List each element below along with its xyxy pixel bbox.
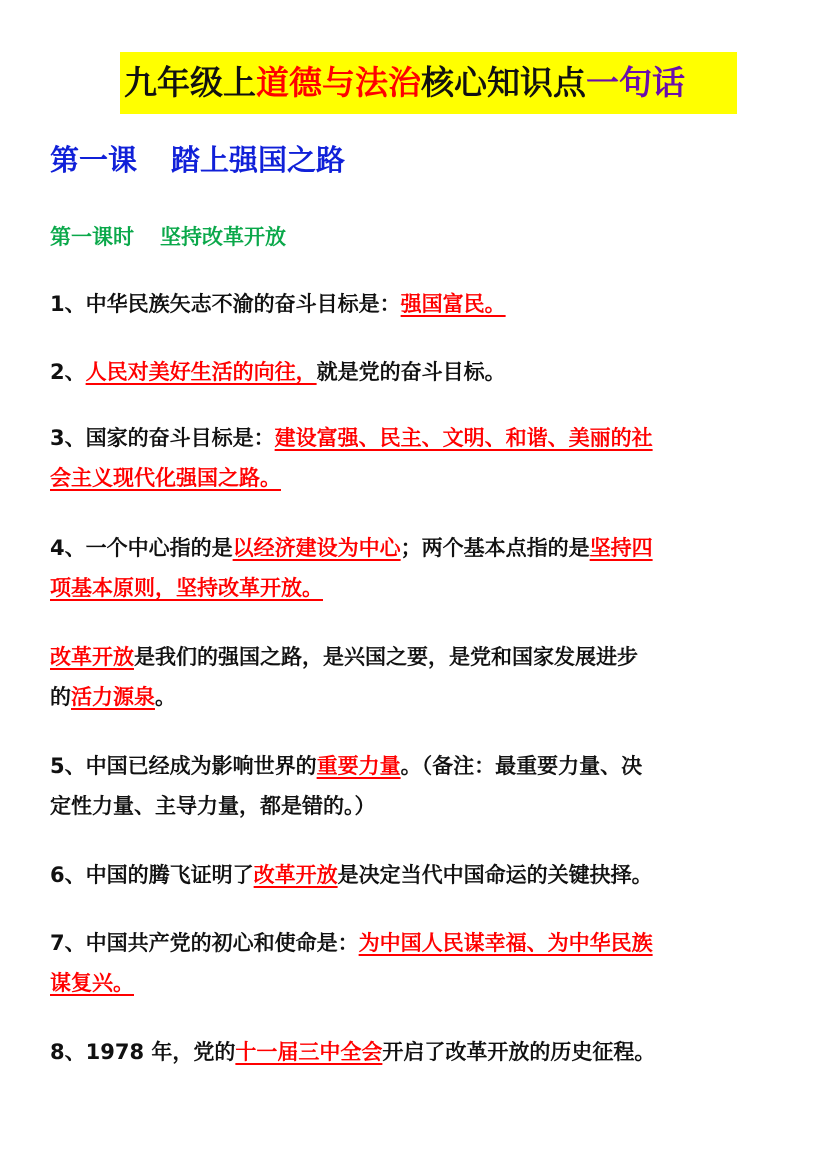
- period-name: 坚持改革开放: [160, 225, 286, 249]
- knowledge-item-4: [50, 528, 780, 608]
- item-text: 是我们的强国之路，是兴国之要，是党和国家发展进步: [134, 645, 638, 669]
- item-key-point: 会主义现代化强国之路。: [50, 466, 281, 490]
- title-one-sentence: 一句话: [586, 63, 685, 102]
- item-key-point: 改革开放: [50, 645, 134, 669]
- item-key-point: 谋复兴。: [50, 971, 134, 995]
- item-text: 3、国家的奋斗目标是：: [50, 426, 275, 450]
- title-grade: 九年级上: [124, 63, 256, 102]
- item-text: 。（备注：最重要力量、决: [400, 754, 643, 778]
- item-key-point: 以经济建设为中心: [232, 536, 401, 560]
- knowledge-item-8: [50, 1032, 780, 1072]
- item-key-point: 十一届三中全会: [235, 1040, 383, 1064]
- item-text: ；两个基本点指的是: [400, 536, 590, 560]
- item-key-point: 项基本原则，坚持改革开放。: [50, 576, 323, 600]
- knowledge-item-1: [50, 284, 780, 324]
- item-text: 1、中华民族矢志不渝的奋斗目标是：: [50, 292, 401, 316]
- item-text: 8、1978 年，党的: [50, 1040, 236, 1064]
- knowledge-item-7: [50, 923, 780, 1003]
- item-key-point: 为中国人民谋幸福、为中华民族: [358, 931, 653, 955]
- item-text: 7、中国共产党的初心和使命是：: [50, 931, 359, 955]
- item-text: 6、中国的腾飞证明了: [50, 863, 254, 887]
- item-key-point: 建设富强、民主、文明、和谐、美丽的社: [274, 426, 653, 450]
- item-key-point: 重要力量: [316, 754, 401, 778]
- item-text: 2、: [50, 360, 86, 384]
- item-text: 开启了改革开放的历史征程。: [382, 1040, 656, 1064]
- period-label: 第一课时: [50, 225, 134, 249]
- item-key-point: 人民对美好生活的向往，: [85, 360, 317, 384]
- knowledge-item-reform: [50, 637, 780, 717]
- item-text: 5、中国已经成为影响世界的: [50, 754, 317, 778]
- item-key-point: 改革开放: [253, 863, 338, 887]
- item-text: 就是党的奋斗目标。: [316, 360, 506, 384]
- knowledge-item-6: [50, 855, 780, 895]
- period-heading: [50, 221, 286, 253]
- knowledge-item-3: [50, 418, 780, 498]
- item-text: 是决定当代中国命运的关键抉择。: [337, 863, 653, 887]
- item-text: 4、一个中心指的是: [50, 536, 233, 560]
- document-title: [124, 62, 685, 104]
- title-subject: 道德与法治: [256, 63, 421, 102]
- knowledge-item-2: [50, 352, 780, 392]
- item-text: 的: [50, 685, 71, 709]
- knowledge-item-5: [50, 746, 780, 826]
- item-key-point: 活力源泉: [71, 685, 155, 709]
- title-core: 核心知识点: [421, 63, 586, 102]
- item-text: 。: [155, 685, 176, 709]
- item-key-point: 坚持四: [589, 536, 653, 560]
- lesson-heading: [50, 140, 345, 180]
- item-key-point: 强国富民。: [400, 292, 506, 316]
- lesson-label: 第一课: [50, 143, 138, 177]
- item-text: 定性力量、主导力量，都是错的。）: [50, 794, 376, 818]
- lesson-name: 踏上强国之路: [171, 143, 346, 177]
